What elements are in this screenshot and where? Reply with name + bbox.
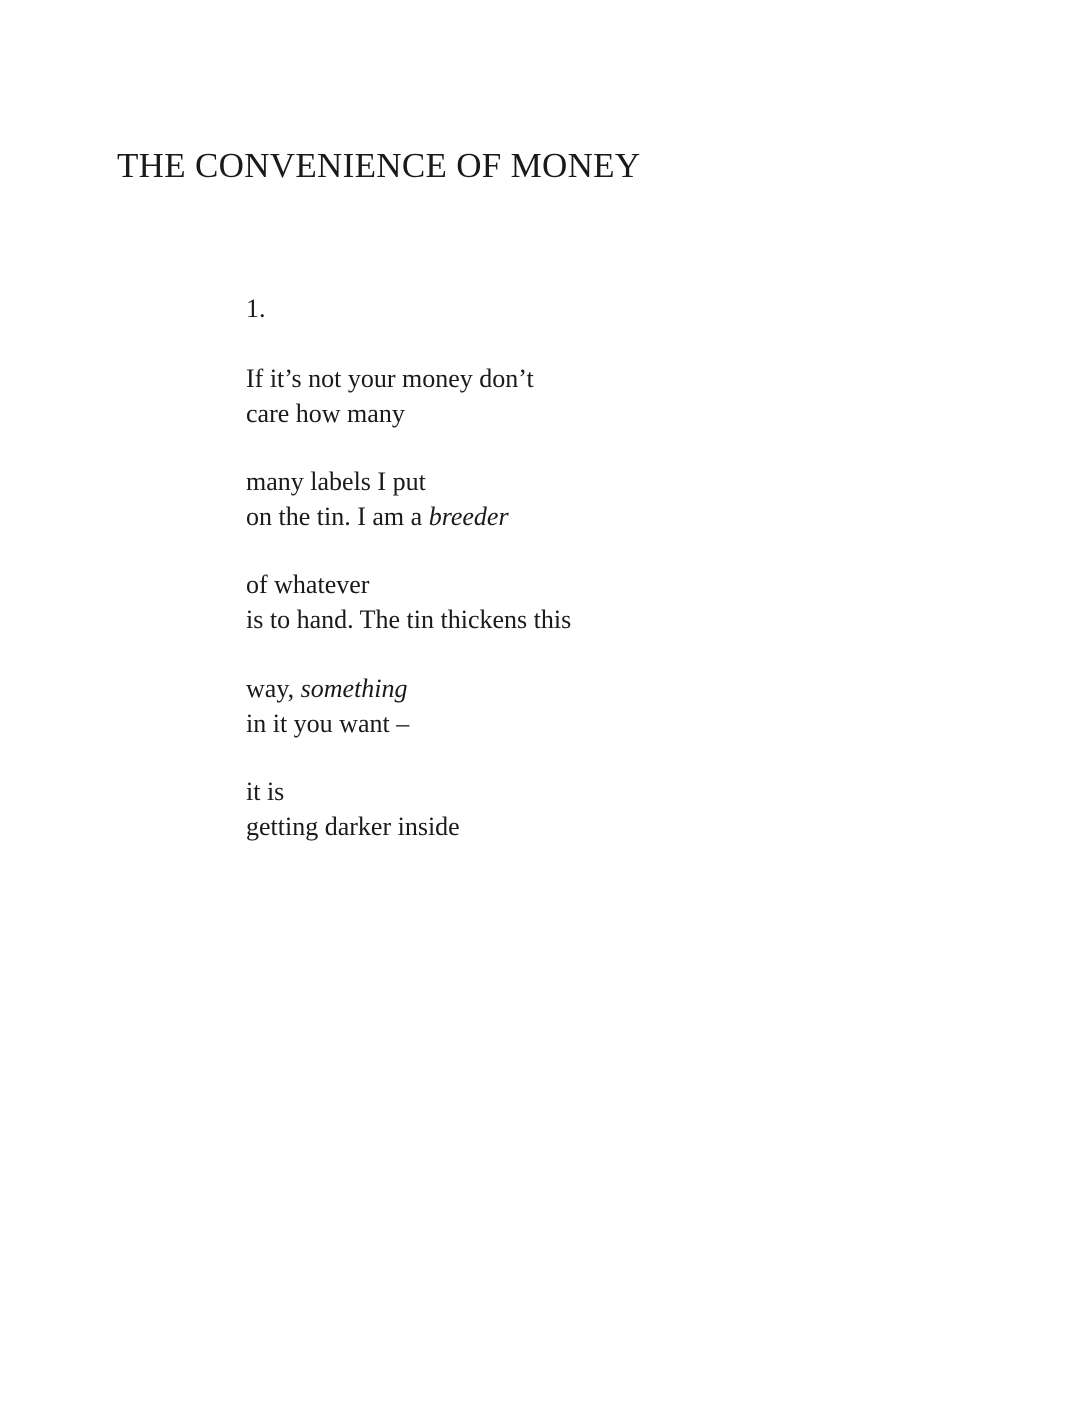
stanza-4 [246, 671, 409, 741]
stanza-5 [246, 774, 460, 844]
line-text: it is [246, 777, 285, 806]
line-text: way, [246, 674, 301, 703]
poem-line [246, 361, 534, 396]
poem-line [246, 809, 460, 844]
stanza-2 [246, 464, 509, 534]
poem-line [246, 602, 571, 637]
stanza-3 [246, 567, 571, 637]
poem-line [246, 396, 534, 431]
line-text: is to hand. The tin thickens this [246, 605, 572, 634]
section-number: 1. [246, 294, 266, 323]
line-text: in it you want – [246, 709, 410, 738]
poem-line [246, 706, 409, 741]
line-text: many labels I put [246, 467, 426, 496]
italic-word: breeder [428, 502, 509, 531]
poem-title: THE CONVENIENCE OF MONEY [117, 146, 641, 185]
poem-line [246, 567, 571, 602]
stanza-1 [246, 361, 534, 431]
poem-line [246, 464, 509, 499]
poem-line [246, 499, 509, 534]
line-text: of whatever [246, 570, 370, 599]
poem-line [246, 774, 460, 809]
line-text: If it’s not your money don’t [246, 364, 534, 393]
line-text: on the tin. I am a [246, 502, 429, 531]
line-text: care how many [246, 399, 405, 428]
poem-line [246, 671, 409, 706]
line-text: getting darker inside [246, 812, 460, 841]
italic-word: something [300, 674, 408, 703]
